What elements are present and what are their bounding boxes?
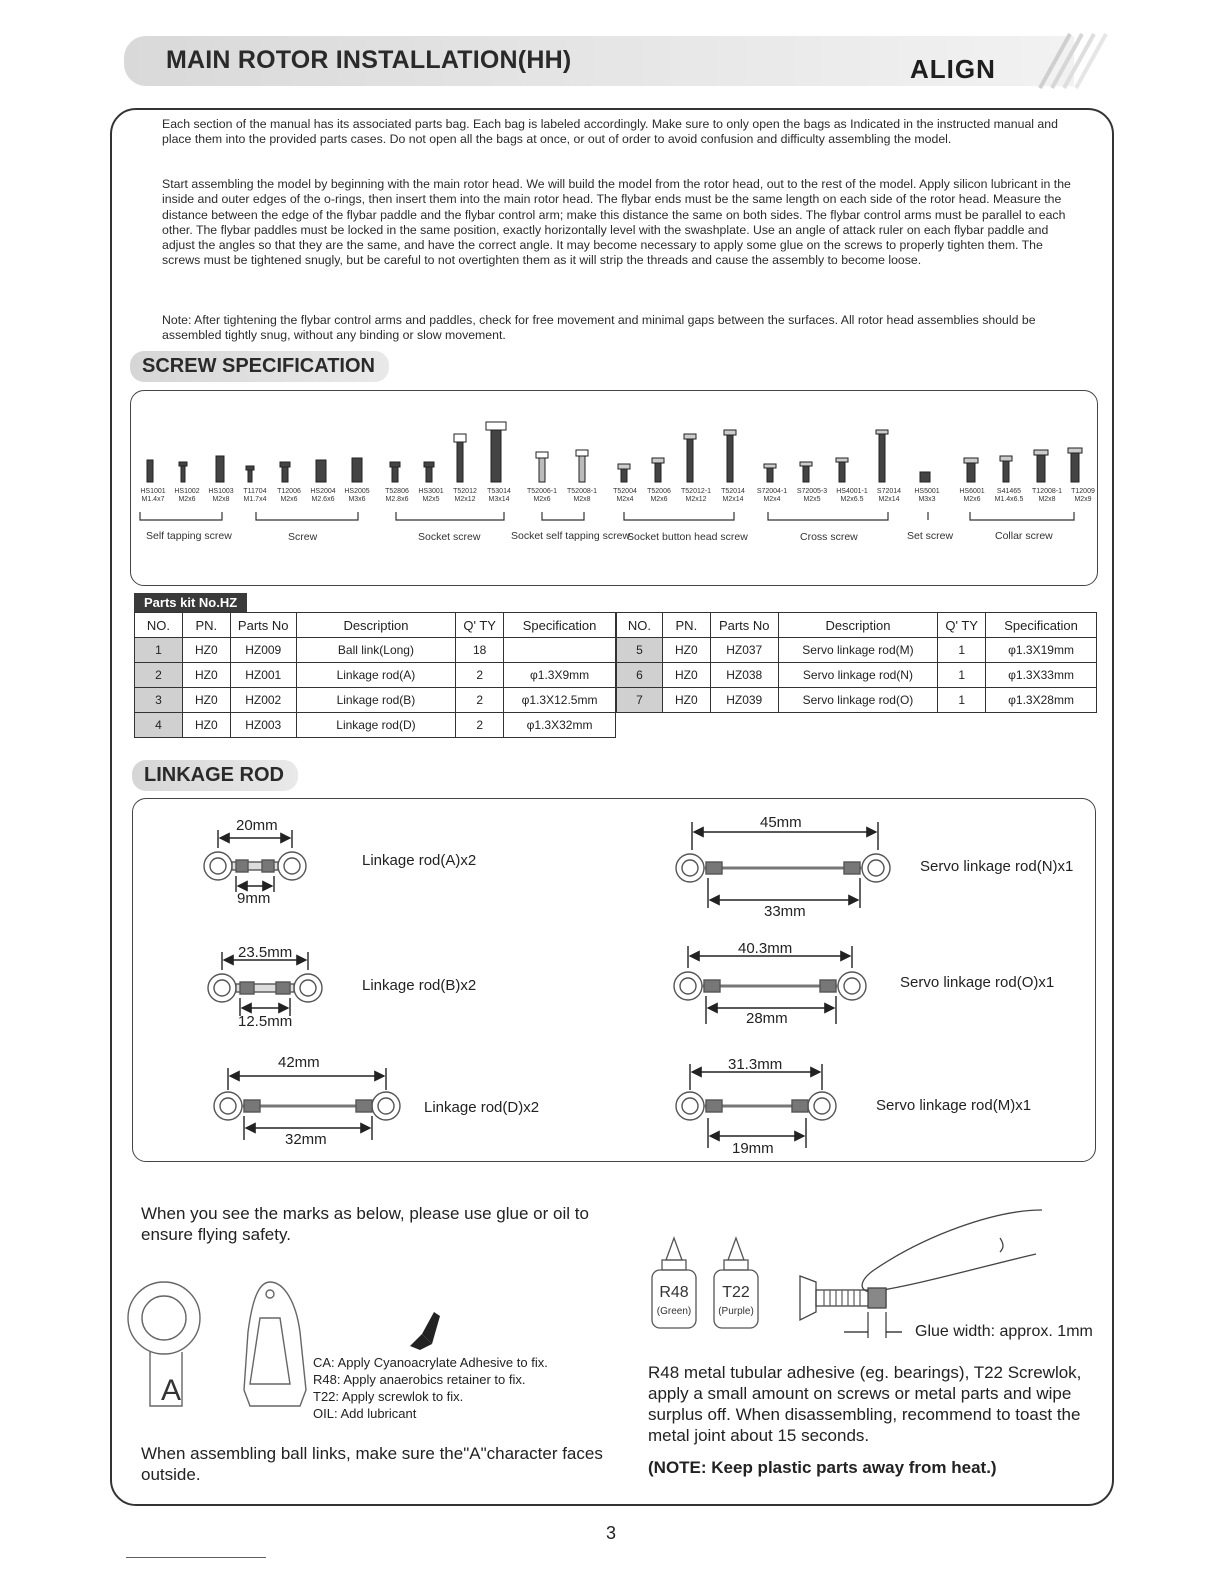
glue-legend: [313, 1354, 548, 1422]
group-label-cross: Cross screw: [800, 531, 858, 543]
rod-b: [208, 952, 322, 1016]
screw-code: T12006 M2x6: [277, 488, 301, 503]
ball-link-note: When assembling ball links, make sure the"A"character faces outside.: [141, 1444, 603, 1484]
table-row: 4 HZ0 HZ003 Linkage rod(D) 2 φ1.3X32mm: [135, 713, 616, 738]
screw-code: T53014 M3x14: [487, 488, 511, 503]
group-label-set: Set screw: [907, 530, 954, 542]
rod-n-label: Servo linkage rod(N)x1: [920, 858, 1074, 875]
rod-n-overall: 45mm: [760, 814, 802, 831]
screw-code: T12009 M2x9: [1071, 488, 1095, 503]
legend-r48: R48: Apply anaerobics retainer to fix.: [313, 1372, 526, 1387]
group-label-socket-self-tapping: Socket self tapping screw: [511, 530, 631, 542]
rod-b-inner: 12.5mm: [238, 1013, 293, 1030]
parts-kit-label: Parts kit No.HZ: [134, 593, 247, 612]
page-number: 3: [606, 1523, 617, 1543]
adhesive-instructions: R48 metal tubular adhesive (eg. bearings), T22 Screwlok, apply a small amount on screws or metal parts and wipe surplus off. When disassembling, recommend to toast the metal joint about 15 seconds.: [648, 1363, 1082, 1445]
rod-n: [676, 822, 890, 908]
screw-code: S72014 M2x14: [876, 488, 902, 503]
heat-warning-note: (NOTE: Keep plastic parts away from heat.): [648, 1458, 997, 1477]
group-label-socket: Socket screw: [418, 531, 481, 543]
screw-s72005-3: [800, 462, 812, 482]
rod-o-overall: 40.3mm: [738, 940, 793, 957]
screw-code: T52806 M2.8x6: [385, 488, 409, 503]
parts-table-right: [616, 612, 1097, 713]
rod-a-inner: 9mm: [237, 890, 271, 907]
screw-hs1002: [179, 462, 187, 482]
screw-code: T52012 M2x12: [453, 488, 477, 503]
glue-width-label: Glue width: approx. 1mm: [915, 1323, 1093, 1340]
screw-code: T52012-1 M2x12: [681, 488, 711, 503]
rod-m-label: Servo linkage rod(M)x1: [876, 1097, 1032, 1114]
screw-code: T52008-1 M2x8: [567, 488, 597, 503]
table-row: 5 HZ0 HZ037 Servo linkage rod(M) 1 φ1.3X19mm: [617, 638, 1097, 663]
rod-b-overall: 23.5mm: [238, 944, 293, 961]
table-row: 3 HZ0 HZ002 Linkage rod(B) 2 φ1.3X12.5mm: [135, 688, 616, 713]
group-label-socket-button-head: Socket button head screw: [627, 531, 748, 543]
screw-hs4001-1: [836, 458, 848, 482]
screw-t52012-1: [684, 434, 696, 482]
screw-s72014: [876, 430, 888, 482]
screw-code: HS5001 M3x3: [914, 488, 940, 503]
screw-code: T12008-1 M2x8: [1032, 488, 1062, 503]
rod-o-inner: 28mm: [746, 1010, 788, 1027]
screw-t52008-1: [576, 450, 588, 482]
footer-rule: [126, 1557, 266, 1558]
screw-codes-row: [136, 488, 1096, 508]
legend-t22: T22: Apply screwlok to fix.: [313, 1389, 464, 1404]
screw-t52006: [652, 458, 664, 482]
screw-code: HS2005 M3x6: [344, 488, 370, 503]
screw-t53014: [486, 422, 506, 482]
screw-code: T52006-1 M2x6: [527, 488, 557, 503]
screw-t12008-1: [1034, 450, 1048, 482]
glue-bottle-icon: [404, 1304, 444, 1350]
screw-t11704: [246, 466, 254, 482]
rod-m-inner: 19mm: [732, 1140, 774, 1157]
screw-t52004: [618, 464, 630, 482]
legend-oil: OIL: Add lubricant: [313, 1406, 417, 1421]
ball-link-illustration: [120, 1272, 320, 1432]
rod-n-inner: 33mm: [764, 903, 806, 920]
rod-o-label: Servo linkage rod(O)x1: [900, 974, 1055, 991]
page-title: MAIN ROTOR INSTALLATION(HH): [166, 46, 572, 74]
ball-link-character: A: [161, 1374, 182, 1407]
table-row: 7 HZ0 HZ039 Servo linkage rod(O) 1 φ1.3X28mm: [617, 688, 1097, 713]
bottle-r48-name: R48: [659, 1284, 689, 1301]
screw-hs2005: [352, 458, 362, 482]
bottle-r48-color: (Green): [656, 1306, 692, 1317]
screw-code: S72004-1 M2x4: [756, 488, 788, 503]
screw-code: HS1001 M1.4x7: [140, 488, 166, 503]
screw-t12009: [1068, 448, 1082, 482]
rod-d-label: Linkage rod(D)x2: [424, 1099, 540, 1116]
screw-t52014: [724, 430, 736, 482]
screw-hs5001: [920, 472, 930, 482]
intro-paragraph-1: Each section of the manual has its associated parts bag. Each bag is labeled accordingly. Make sure to only open the bags as Indicated in the instructed manual and place them into the provided parts cases. Do not open all the bags at once, or out of order to avoid confusion and difficulty assembling the model.: [162, 117, 1058, 147]
table-row: 6 HZ0 HZ038 Servo linkage rod(N) 1 φ1.3X33mm: [617, 663, 1097, 688]
screw-code: T52004 M2x4: [613, 488, 637, 503]
screw-code: HS2004 M2.6x6: [310, 488, 336, 503]
bottle-t22-name: T22: [722, 1284, 750, 1301]
screw-s41465: [1000, 456, 1012, 482]
rod-m-overall: 31.3mm: [728, 1056, 783, 1073]
group-label-screw: Screw: [288, 531, 318, 543]
screw-s72004-1: [764, 464, 776, 482]
screw-code: S72005-3 M2x5: [796, 488, 828, 503]
rod-m: [676, 1064, 836, 1148]
bottle-t22-color: (Purple): [718, 1306, 754, 1317]
rod-b-label: Linkage rod(B)x2: [362, 977, 477, 994]
intro-paragraph-2: Start assembling the model by beginning with the main rotor head. We will build the model from the rotor head, out to the rest of the model. Apply silicon lubricant in the inside and outer edges of the o-rings, then insert them into the main rotor head. The flybar ends must be the same length on each side of the rotor head. Measure the distance between the edge of the flybar paddle and the flybar control arm; make this distance the same on both sides. The flybar control arms must be parallel to each other. The flybar paddles must be locked in the same position, exactly horizontally level with the swashplate. Use an angle of attack ruler on each flybar paddle and adjust the angles so that they are the same, and have the correct angle. It may become necessary to apply some glue on the screws to properly tighten them. The screws must be tightened snugly, but be careful to not overtighten them as it will strip the threads and cause the assembly to become loose.: [162, 177, 1071, 268]
screw-code: HS6001 M2x6: [959, 488, 985, 503]
screw-code: S41465 M1.4x6.5: [994, 488, 1024, 503]
linkage-rod-heading: LINKAGE ROD: [132, 760, 298, 791]
group-label-collar: Collar screw: [995, 530, 1053, 542]
screw-code: HS4001-1 M2x6.5: [836, 488, 868, 503]
screw-t52012: [454, 434, 466, 482]
table-header-row: NO. PN. Parts No Description Q' TY Specification: [135, 613, 616, 638]
screw-hs1003: [216, 456, 224, 482]
screw-code: HS1003 M2x8: [208, 488, 234, 503]
screw-code: T52014 M2x14: [721, 488, 745, 503]
table-row: 2 HZ0 HZ001 Linkage rod(A) 2 φ1.3X9mm: [135, 663, 616, 688]
screw-t52806: [390, 462, 400, 482]
screw-hs1001: [147, 460, 153, 482]
rod-a: [204, 830, 306, 892]
screw-code: HS1002 M2x6: [174, 488, 200, 503]
screw-t12006: [280, 462, 290, 482]
screw-code: T11704 M1.7x4: [243, 488, 267, 503]
rod-a-overall: 20mm: [236, 817, 278, 834]
glue-intro: When you see the marks as below, please use glue or oil to ensure flying safety.: [141, 1204, 589, 1244]
screw-spec-heading: SCREW SPECIFICATION: [130, 351, 389, 382]
legend-ca: CA: Apply Cyanoacrylate Adhesive to fix.: [313, 1355, 548, 1370]
screw-t52006-1: [536, 452, 548, 482]
brand-logo: ALIGN: [910, 54, 996, 84]
screw-code: HS3001 M2x5: [418, 488, 444, 503]
screw-hs3001: [424, 462, 434, 482]
rod-d-inner: 32mm: [285, 1131, 327, 1148]
group-label-self-tapping: Self tapping screw: [146, 530, 232, 542]
header-stripes-decoration: [1030, 30, 1110, 90]
table-row: 1 HZ0 HZ009 Ball link(Long) 18: [135, 638, 616, 663]
screw-hs6001: [964, 458, 978, 482]
intro-note: Note: After tightening the flybar control arms and paddles, check for free movement and minimal gaps between the surfaces. All rotor head assemblies should be assembled tightly snug, without any binding or slow movement.: [162, 313, 1036, 343]
rod-d-overall: 42mm: [278, 1054, 320, 1071]
screw-group-brackets: [130, 510, 1098, 524]
parts-table-left: [134, 612, 616, 738]
rod-d: [214, 1068, 400, 1140]
rod-a-label: Linkage rod(A)x2: [362, 852, 477, 869]
screw-hs2004: [316, 460, 326, 482]
screw-code: T52006 M2x6: [647, 488, 671, 503]
table-header-row: NO. PN. Parts No Description Q' TY Specification: [617, 613, 1097, 638]
